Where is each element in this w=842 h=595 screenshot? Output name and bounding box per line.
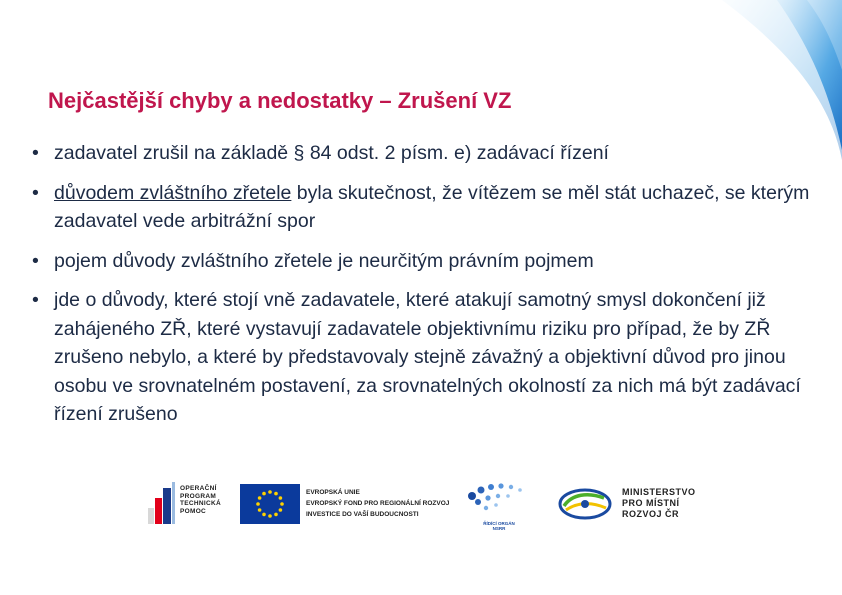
eu-flag-icon	[240, 484, 300, 529]
ridici-organ-logo	[464, 482, 534, 531]
optp-line: POMOC	[180, 507, 207, 515]
slide-title: Nejčastější chyby a nedostatky – Zrušení VZ	[48, 88, 512, 113]
mmr-line: ROZVOJ ČR	[622, 509, 680, 519]
ridici-organ-text	[464, 521, 534, 531]
bullet-text: zadavatel zrušil na základě § 84 odst. 2 písm. e) zadávací řízení	[54, 142, 609, 164]
bullet-list	[32, 139, 822, 429]
bullet-item	[32, 286, 822, 429]
dots-logo-icon	[464, 482, 534, 516]
optp-logo	[146, 482, 176, 529]
bullet-item	[32, 247, 822, 276]
mmr-line: MINISTERSTVO	[622, 487, 696, 497]
eu-line: EVROPSKÁ UNIE	[306, 489, 360, 496]
bullet-dot: •	[32, 181, 39, 204]
bullet-item	[32, 139, 822, 168]
optp-text	[180, 485, 221, 515]
eu-text	[306, 487, 449, 520]
bullet-text: byla skutečnost, že vítězem se měl stát uchazeč, se kterým zadavatel vede arbitrážní spor	[54, 181, 810, 232]
bullet-item	[32, 179, 822, 236]
bullet-dot: •	[32, 142, 39, 164]
eu-line: INVESTICE DO VAŠÍ BUDOUCNOSTI	[306, 511, 419, 518]
bullet-text: jde o důvody, které stojí vně zadavatele, které atakují samotný smysl dokončení již zahájeného ZŘ, které vystavují zadavatele objektivnímu riziku pro případ, že by ZŘ zrušeno nebylo, a které by představovaly stejně závažný a objektivní důvod pro jinou osobu ve srovnatelném postavení, za srovnatelných okolností za nich má být zadávací řízení zrušeno	[54, 289, 801, 425]
mmr-text	[622, 487, 696, 520]
bullet-dot: •	[32, 289, 39, 311]
mmr-emblem-icon	[558, 488, 612, 525]
eu-line: EVROPSKÝ FOND PRO REGIONÁLNÍ ROZVOJ	[306, 500, 450, 507]
optp-bars-icon	[146, 482, 176, 524]
underlined-term: důvodem zvláštního zřetele	[54, 181, 292, 204]
corner-decoration	[682, 0, 842, 160]
optp-line: PROGRAM	[180, 492, 217, 500]
organ-line: ŘÍDÍCÍ ORGÁN	[483, 521, 515, 526]
optp-line: OPERAČNÍ	[180, 485, 217, 492]
bullet-dot: •	[32, 249, 39, 272]
bullet-text: pojem důvody zvláštního zřetele je neurčitým právním pojmem	[54, 249, 594, 272]
mmr-line: PRO MÍSTNÍ	[622, 498, 680, 508]
footer-logos	[146, 482, 706, 531]
organ-line: NSRR	[492, 526, 506, 531]
optp-line: TECHNICKÁ	[180, 500, 221, 507]
